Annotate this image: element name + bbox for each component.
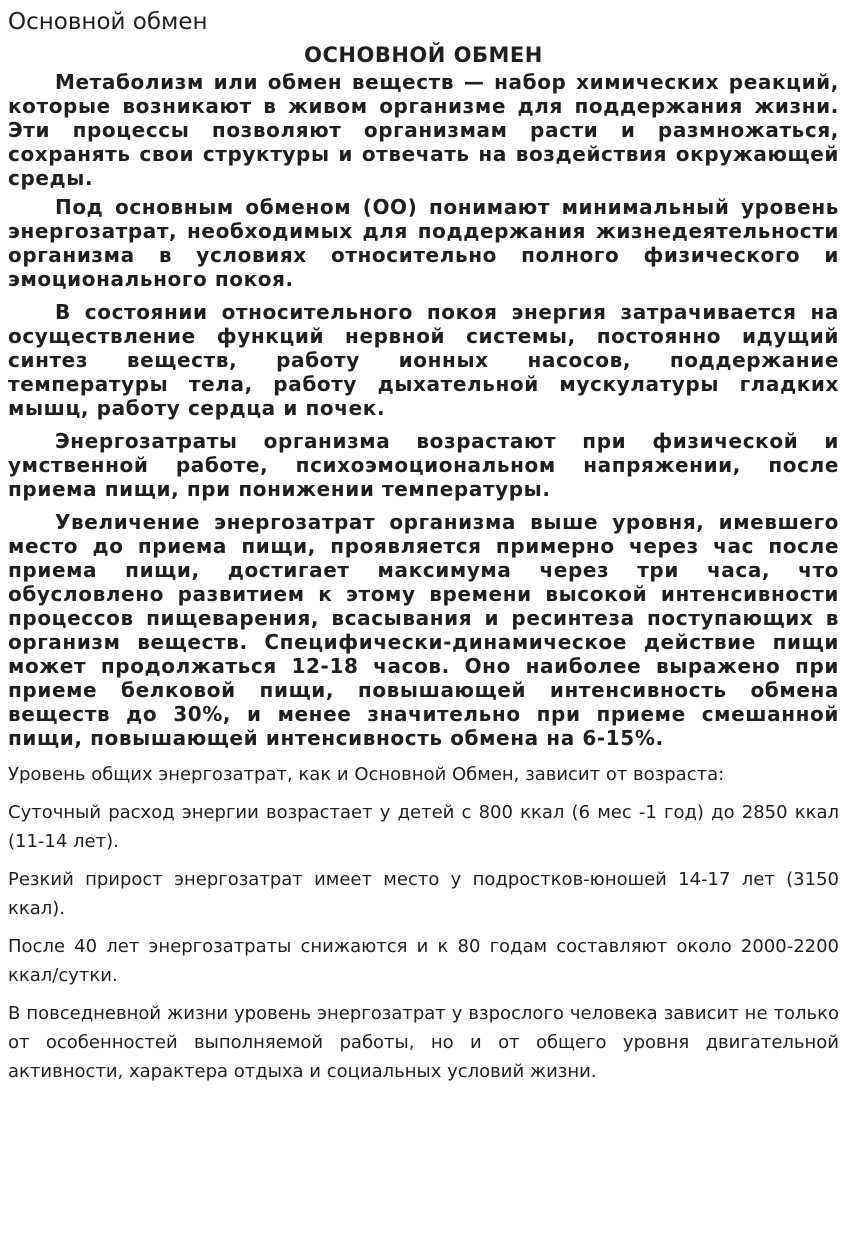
paragraph-daily-life-energy: В повседневной жизни уровень энергозатрат у взрослого человека зависит не только от особенностей выполняемой работы, но и от общего уровня двигательной активности, характера отдыха и социальных условий жизни.: [8, 1003, 839, 1082]
paragraph-children-energy: Суточный расход энергии возрастает у детей с 800 ккал (6 мес -1 год) до 2850 ккал (11-14 лет).: [8, 802, 839, 852]
paragraph-food-specific-dynamic-action: Увеличение энергозатрат организма выше уровня, имевшего место до приема пищи, проявляется примерно через час после приема пищи, достигает максимума через три часа, что обусловлено развитием к этому времени высокой интенсивности процессов пищеварения, всасывания и ресинтеза поступающих в организм веществ. Специфически-динамическое действие пищи может продолжаться 12-18 часов. Оно наиболее выражено при приеме белковой пищи, повышающей интенсивность обмена веществ до 30%, и менее значительно при приеме смешанной пищи, повышающей интенсивность обмена на 6-15%.: [8, 510, 839, 750]
article-heading: ОСНОВНОЙ ОБМЕН: [304, 43, 543, 67]
document: [8, 8, 839, 1086]
paragraph-energy-increase-factors: Энергозатраты организма возрастают при физической и умственной работе, психоэмоциональном напряжении, после приема пищи, при понижении температуры.: [8, 429, 839, 501]
paragraph-rest-energy-use: В состоянии относительного покоя энергия затрачивается на осуществление функций нервной системы, постоянно идущий синтез веществ, работу ионных насосов, поддержание температуры тела, работу дыхательной мускулатуры гладких мышц, работу сердца и почек.: [8, 300, 839, 420]
paragraph-elderly-energy: После 40 лет энергозатраты снижаются и к 80 годам составляют около 2000-2200 ккал/сутки.: [8, 936, 839, 986]
paragraph-basal-metabolism-definition: Под основным обменом (ОО) понимают минимальный уровень энергозатрат, необходимых для поддержания жизнедеятельности организма в условиях относительно полного физического и эмоционального покоя.: [8, 195, 839, 291]
paragraph-teen-energy: Резкий прирост энергозатрат имеет место у подростков-юношей 14-17 лет (3150 ккал).: [8, 869, 839, 919]
paragraph-metabolism-definition: Метаболизм или обмен веществ — набор химических реакций, которые возникают в живом организме для поддержания жизни. Эти процессы позволяют организмам расти и размножаться, сохранять свои структуры и отвечать на воздействия окружающей среды.: [8, 70, 839, 190]
page-title: Основной обмен: [8, 9, 208, 35]
paragraph-age-dependence: Уровень общих энергозатрат, как и Основной Обмен, зависит от возраста:: [8, 764, 725, 785]
